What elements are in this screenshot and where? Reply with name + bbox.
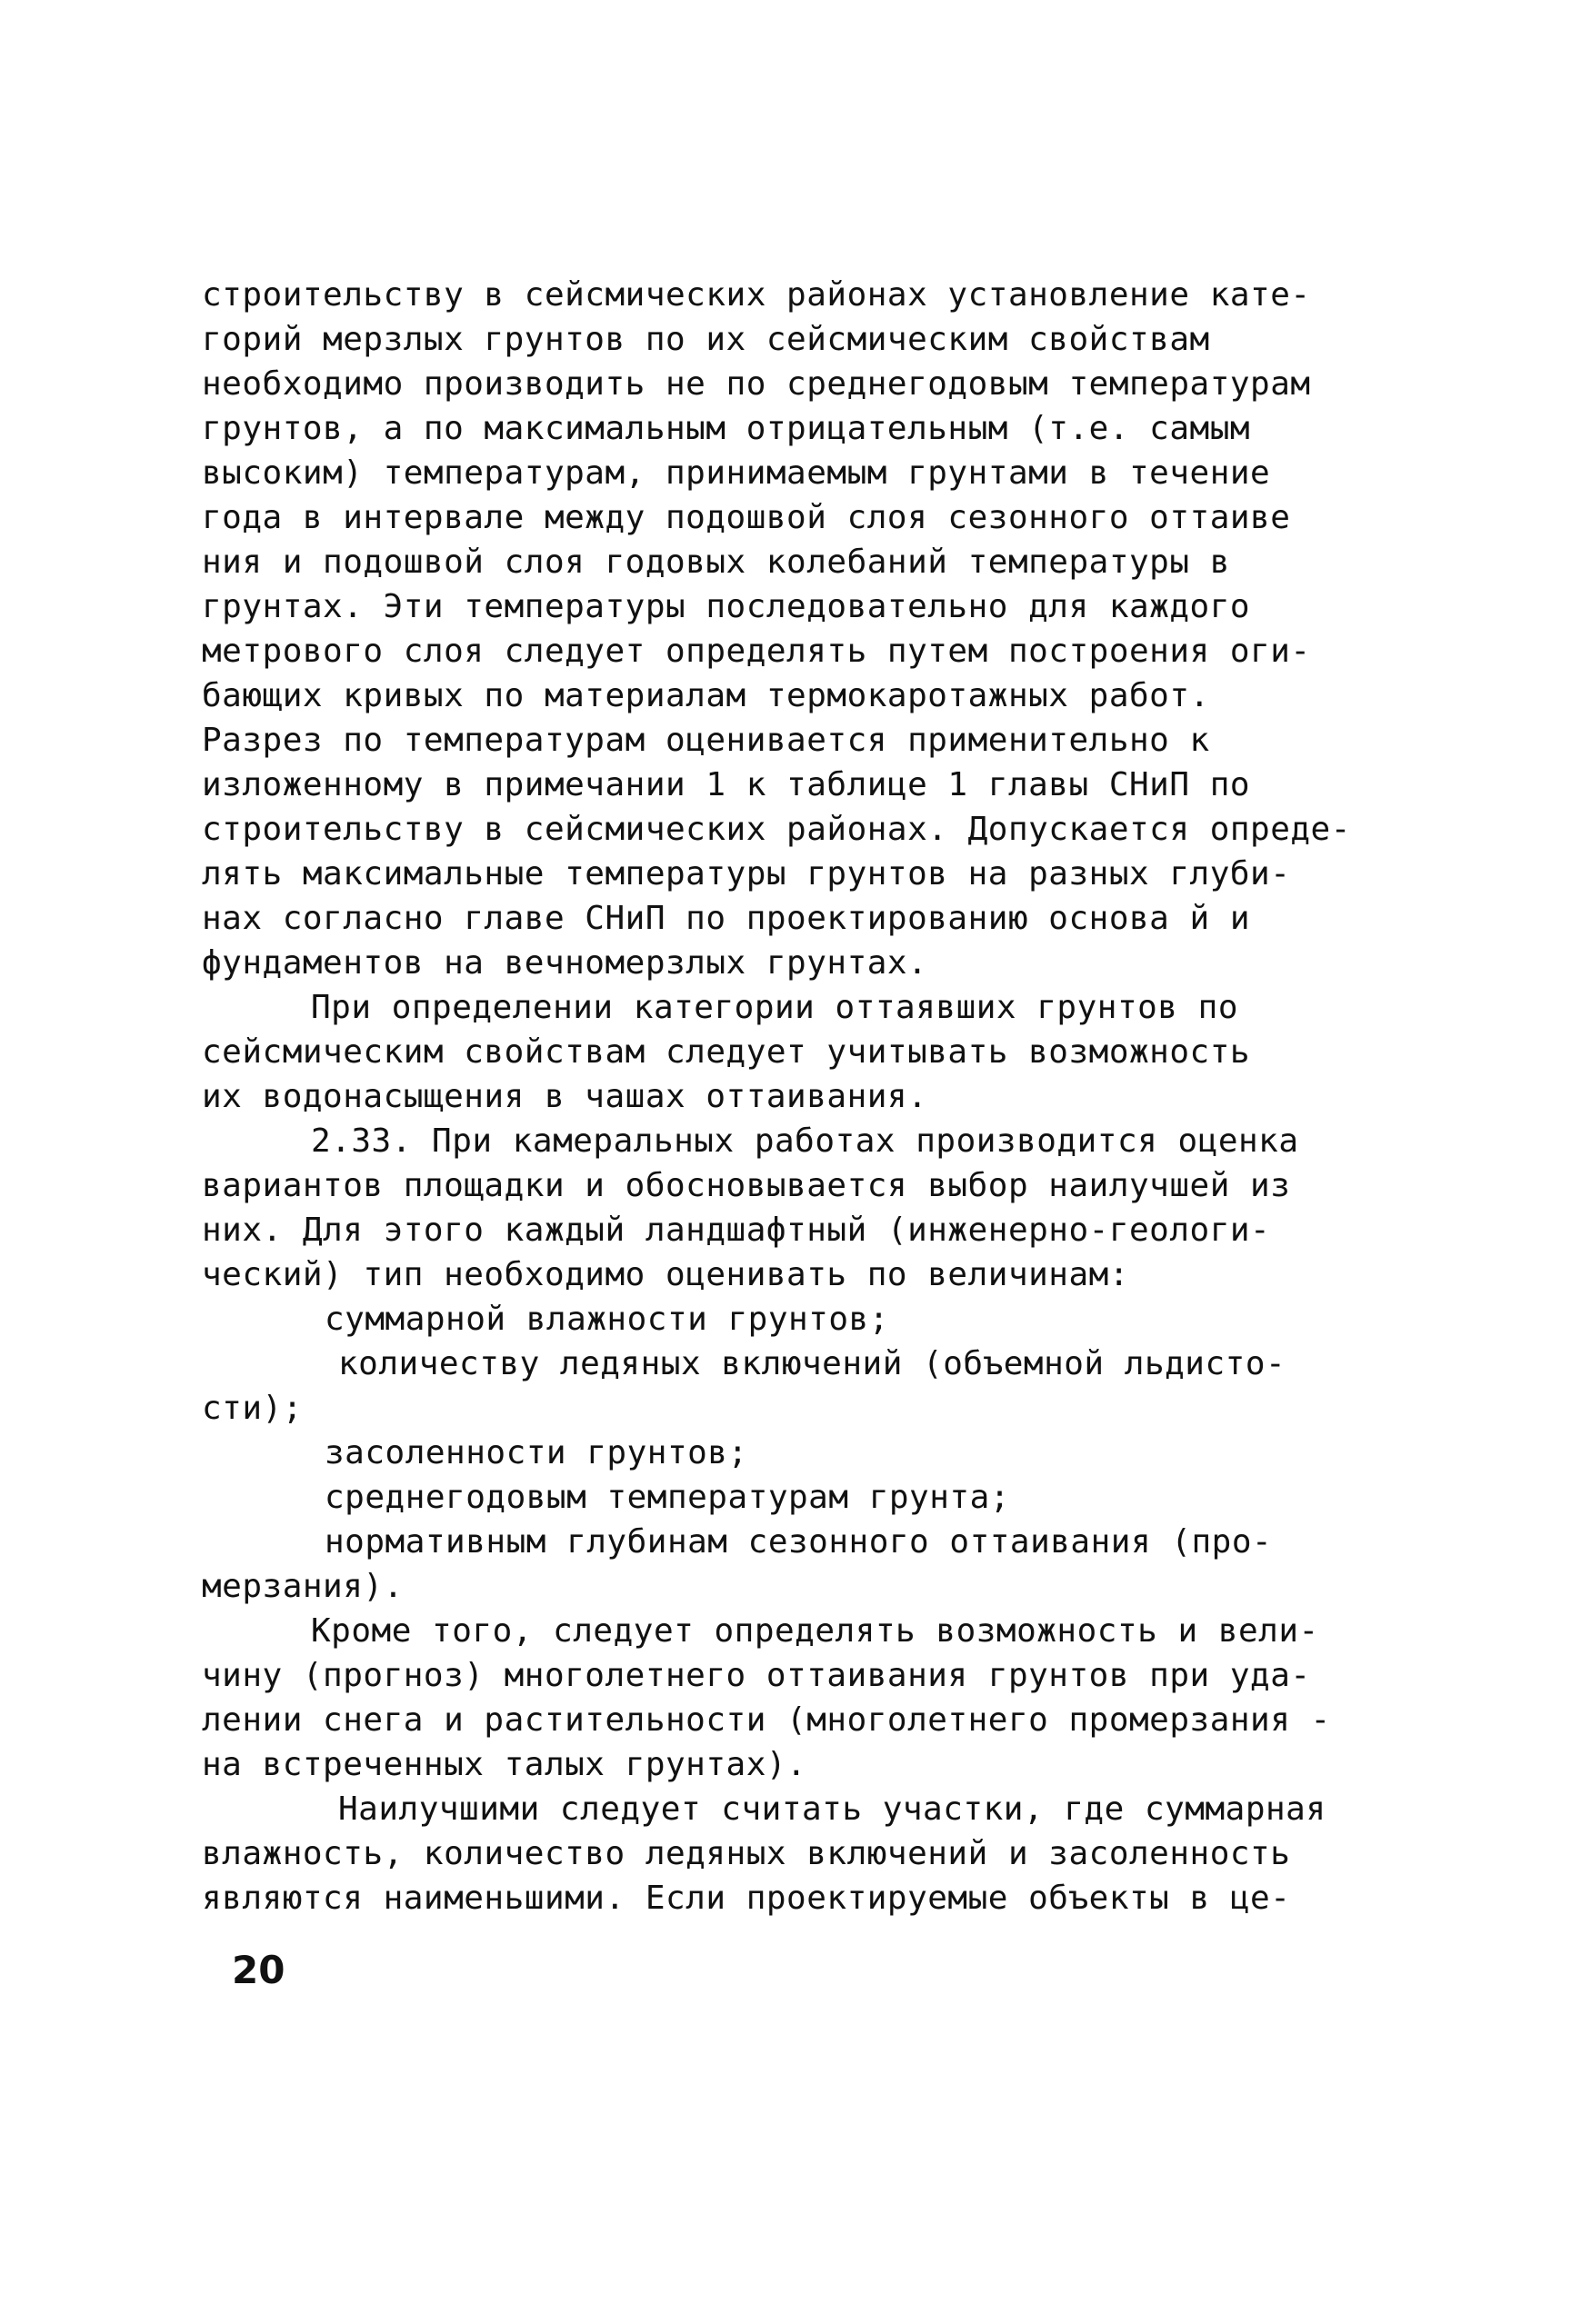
text-line: метрового слоя следует определять путем построения оги- xyxy=(202,633,1311,670)
list-item-line: среднегодовым температурам грунта; xyxy=(325,1479,1010,1516)
text-line: изложенному в примечании 1 к таблице 1 главы СНиП по xyxy=(202,766,1251,803)
paragraph-start-line: Наилучшими следует считать участки, где суммарная xyxy=(338,1790,1326,1828)
text-line: них. Для этого каждый ландшафтный (инженерно-геологи- xyxy=(202,1212,1271,1249)
text-line: вариантов площадки и обосновывается выбор наилучшей из xyxy=(202,1167,1291,1204)
text-line: нах согласно главе СНиП по проектированию основа й и xyxy=(202,900,1251,937)
section-heading-line: 2.33. При камеральных работах производится оценка xyxy=(311,1122,1299,1160)
text-line: сейсмическим свойствам следует учитывать возможность xyxy=(202,1033,1251,1071)
text-line: строительству в сейсмических районах установление кате- xyxy=(202,276,1311,314)
body-text xyxy=(202,273,1384,1920)
list-item-line: нормативным глубинам сезонного оттаивания (про- xyxy=(325,1523,1273,1561)
text-line: года в интервале между подошвой слоя сезонного оттаиве xyxy=(202,499,1291,536)
list-item-line: засоленности грунтов; xyxy=(325,1434,748,1471)
list-item-line: суммарной влажности грунтов; xyxy=(325,1301,889,1338)
text-line: фундаментов на вечномерзлых грунтах. xyxy=(202,944,928,982)
text-line: их водонасыщения в чашах оттаивания. xyxy=(202,1078,928,1115)
page-number: 20 xyxy=(232,1948,285,1992)
text-line: горий мерзлых грунтов по их сейсмическим свойствам xyxy=(202,321,1210,358)
text-line: строительству в сейсмических районах. Допускается опреде- xyxy=(202,811,1351,848)
text-line: ния и подошвой слоя годовых колебаний температуры в xyxy=(202,544,1230,581)
text-line: влажность, количество ледяных включений и засоленность xyxy=(202,1835,1291,1872)
text-line: бающих кривых по материалам термокаротажных работ. xyxy=(202,677,1210,714)
text-line: являются наименьшими. Если проектируемые объекты в це- xyxy=(202,1880,1291,1917)
paragraph-start-line: При определении категории оттаявших грунтов по xyxy=(311,989,1238,1026)
text-line: на встреченных талых грунтах). xyxy=(202,1746,807,1783)
list-item-continuation: мерзания). xyxy=(202,1568,404,1605)
text-line: лять максимальные температуры грунтов на разных глуби- xyxy=(202,855,1291,893)
text-line: грунтов, а по максимальным отрицательным (т.е. самым xyxy=(202,410,1251,447)
text-line: грунтах. Эти температуры последовательно для каждого xyxy=(202,588,1251,625)
text-line: Разрез по температурам оценивается применительно к xyxy=(202,722,1210,759)
list-item-line: количеству ледяных включений (объемной льдисто- xyxy=(338,1345,1286,1382)
text-line: необходимо производить не по среднегодовым температурам xyxy=(202,365,1311,403)
list-item-continuation: сти); xyxy=(202,1390,303,1427)
text-line: высоким) температурам, принимаемым грунтами в течение xyxy=(202,454,1271,492)
text-line: лении снега и растительности (многолетнего промерзания - xyxy=(202,1701,1331,1739)
text-line: чину (прогноз) многолетнего оттаивания грунтов при уда- xyxy=(202,1657,1311,1694)
text-line: ческий) тип необходимо оценивать по величинам: xyxy=(202,1256,1129,1293)
paragraph-start-line: Кроме того, следует определять возможность и вели- xyxy=(311,1612,1319,1650)
